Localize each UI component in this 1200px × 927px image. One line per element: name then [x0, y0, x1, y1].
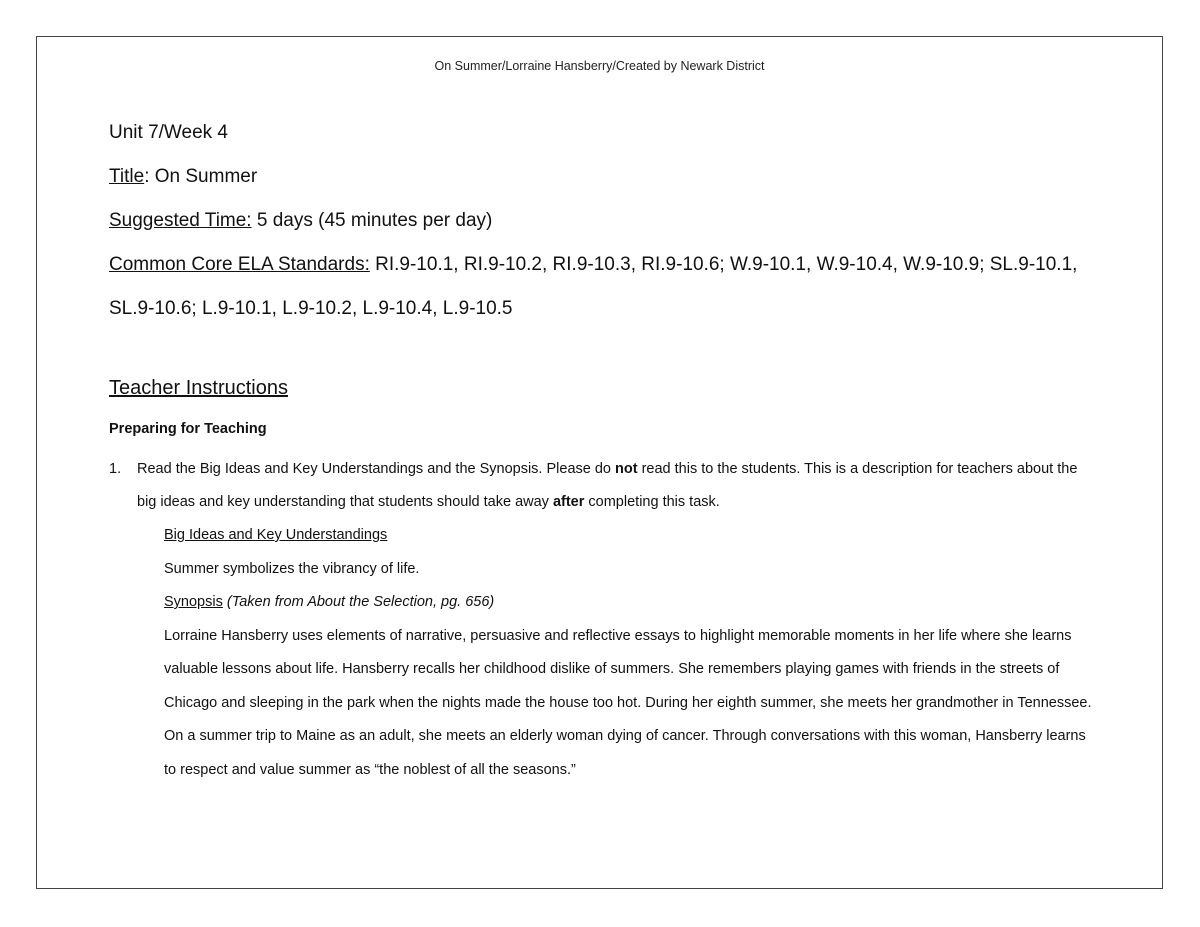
list-item [109, 453, 1099, 519]
standards-line [109, 243, 1099, 331]
item-text-c: completing this task. [584, 494, 720, 510]
list-item-text [137, 453, 1099, 519]
unit-info [109, 111, 1099, 331]
running-header: On Summer/Lorraine Hansberry/Created by Newark District [434, 59, 765, 73]
synopsis-source: (Taken from About the Selection, pg. 656) [222, 594, 495, 610]
title-value: : On Summer [144, 166, 258, 187]
suggested-time-line [109, 199, 1099, 243]
standards-label: Common Core ELA Standards: [109, 254, 370, 275]
suggested-time-label: Suggested Time: [109, 210, 252, 231]
item-text-a: Read the Big Ideas and Key Understandings and the Synopsis. Please do [137, 461, 616, 477]
synopsis-text: Lorraine Hansberry uses elements of narrative, persuasive and reflective essays to highlight memorable moments in her life where she learns valuable lessons about life. Hansberry recalls her childhood dislike of summers. She remembers playing games with friends in the streets of Chicago and sleeping in the park when the nights made the house too hot. During her eighth summer, she meets her grandmother in Tennessee. On a summer trip to Maine as an adult, she meets an elderly woman dying of cancer. Through conversations with this woman, Hansberry learns to respect and value summer as “the noblest of all the seasons.” [164, 627, 1092, 778]
document-page [36, 36, 1163, 889]
item-bold-after: after [552, 494, 585, 510]
item-bold-not: not [615, 461, 638, 477]
standards-value: RI.9-10.1, RI.9-10.2, RI.9-10.3, RI.9-10.6; W.9-10.1, W.9-10.4, W.9-10.9; SL.9-10.1, SL.9-10.6; L.9-10.1, L.9-10.2, L.9-10.4, L.9-10.5 [109, 254, 1078, 319]
list-number: 1. [109, 461, 122, 477]
big-ideas-text: Summer symbolizes the vibrancy of life. [164, 560, 420, 577]
unit-week: Unit 7/Week 4 [109, 122, 228, 143]
title-label: Title [109, 166, 145, 187]
suggested-time-value: 5 days (45 minutes per day) [251, 210, 493, 231]
preparing-heading: Preparing for Teaching [109, 421, 267, 437]
synopsis-heading: Synopsis [164, 594, 223, 610]
item-text-b: read this to the students. This is a description for teachers about the big ideas and key understanding that students should take away [137, 461, 1078, 510]
teacher-instructions-heading: Teacher Instructions [109, 377, 288, 399]
big-ideas-heading: Big Ideas and Key Understandings [164, 527, 388, 543]
title-line [109, 155, 1099, 199]
sub-content [164, 519, 1094, 787]
synopsis-line [164, 586, 1094, 620]
